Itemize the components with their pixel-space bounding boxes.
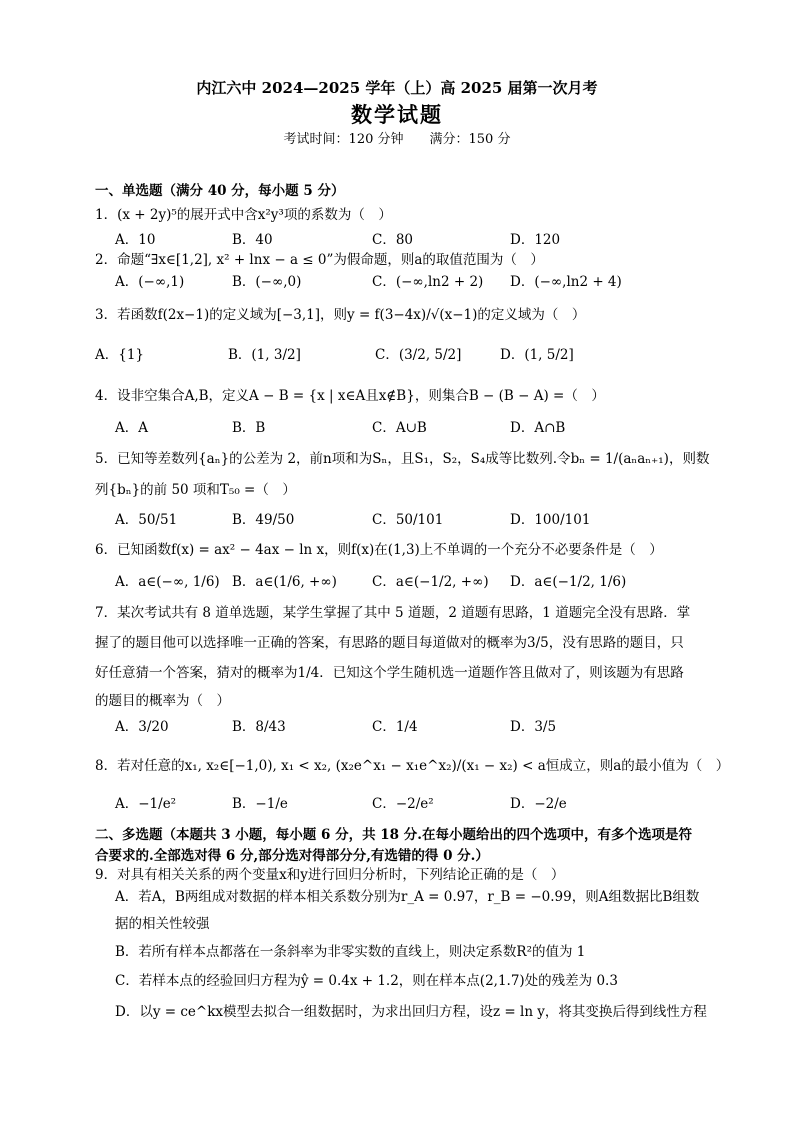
q2-option-d: D．(−∞,ln2 + 4) [510, 274, 622, 290]
q3-stem: 3．若函数f(2x−1)的定义域为[−3,1]，则y = f(3−4x)/√(x−1)的定义域为（ ） [95, 307, 586, 323]
school-exam-title: 内江六中 2024—2025 学年（上）高 2025 届第一次月考 [196, 79, 598, 97]
q5-option-a: A．50/51 [115, 512, 178, 528]
q8-option-a: A．−1/e² [115, 796, 177, 812]
q6-option-b: B．a∈(1/6, +∞) [232, 574, 337, 590]
q5-option-d: D．100/101 [510, 512, 591, 528]
q2-option-c: C．(−∞,ln2 + 2) [372, 274, 484, 290]
q1-option-b: B．40 [232, 232, 273, 248]
q9-option-a-line1: A．若A，B两组成对数据的样本相关系数分别为r_A = 0.97，r_B = −0.99，则A组数据比B组数 [115, 889, 700, 905]
q1-option-d: D．120 [510, 232, 561, 248]
q8-option-c: C．−2/e² [372, 796, 434, 812]
q7-option-c: C．1/4 [372, 719, 418, 735]
exam-info: 考试时间：120 分钟 满分：150 分 [283, 132, 511, 147]
q4-option-d: D．A∩B [510, 420, 566, 436]
q9-option-b: B．若所有样本点都落在一条斜率为非零实数的直线上，则决定系数R²的值为 1 [115, 944, 586, 960]
q1-stem: 1．(x + 2y)⁵的展开式中含x²y³项的系数为（ ） [95, 207, 392, 223]
q9-stem: 9．对具有相关关系的两个变量x和y进行回归分析时，下列结论正确的是（ ） [95, 867, 565, 883]
q3-option-d: D．(1, 5/2] [500, 347, 574, 363]
q7-line1: 7．某次考试共有 8 道单选题，某学生掌握了其中 5 道题，2 道题有思路，1 道题完全没有思路．掌 [95, 605, 691, 621]
section1-heading: 一、单选题（满分 40 分，每小题 5 分） [95, 183, 345, 199]
q6-option-d: D．a∈(−1/2, 1/6) [510, 574, 627, 590]
q4-option-a: A．A [115, 420, 148, 436]
q1-option-a: A．10 [115, 232, 156, 248]
q6-option-c: C．a∈(−1/2, +∞) [372, 574, 489, 590]
q2-stem: 2．命题“∃x∈[1,2], x² + lnx − a ≤ 0”为假命题，则a的取值范围为（ ） [95, 252, 544, 268]
q9-option-c: C．若样本点的经验回归方程为ŷ = 0.4x + 1.2，则在样本点(2,1.7)处的残差为 0.3 [115, 973, 618, 989]
q2-option-a: A．(−∞,1) [115, 274, 185, 290]
q8-option-d: D．−2/e [510, 796, 567, 812]
q7-line4: 的题目的概率为（ ） [95, 693, 230, 709]
q3-option-a: A．{1} [95, 347, 145, 363]
q5-stem-line2: 列{bₙ}的前 50 项和T₅₀ =（ ） [95, 482, 296, 498]
q8-option-b: B．−1/e [232, 796, 288, 812]
q9-option-d: D．以y = ce^kx模型去拟合一组数据时，为求出回归方程，设z = ln y，将其变换后得到线性方程 [115, 1004, 707, 1020]
q2-option-b: B．(−∞,0) [232, 274, 302, 290]
q6-stem: 6．已知函数f(x) = ax² − 4ax − ln x，则f(x)在(1,3)上不单调的一个充分不必要条件是（ ） [95, 542, 663, 558]
q7-option-a: A．3/20 [115, 719, 169, 735]
section2-heading-line1: 二、多选题（本题共 3 小题，每小题 6 分，共 18 分.在每小题给出的四个选项中，有多个选项是符 [95, 827, 692, 843]
q7-option-d: D．3/5 [510, 719, 557, 735]
q5-option-b: B．49/50 [232, 512, 295, 528]
q3-option-b: B．(1, 3/2] [228, 347, 301, 363]
q4-option-b: B．B [232, 420, 266, 436]
q7-line3: 好任意猜一个答案，猜对的概率为1/4．已知这个学生随机选一道题作答且做对了，则该题为有思路 [95, 665, 684, 681]
q4-option-c: C．A∪B [372, 420, 427, 436]
q1-option-c: C．80 [372, 232, 414, 248]
q5-stem-line1: 5．已知等差数列{aₙ}的公差为 2，前n项和为Sₙ，且S₁，S₂，S₄成等比数列.令bₙ = 1/(aₙaₙ₊₁)，则数 [95, 451, 710, 467]
q3-option-c: C．(3/2, 5/2] [375, 347, 462, 363]
q6-option-a: A．a∈(−∞, 1/6) [115, 574, 220, 590]
section2-heading-line2: 合要求的.全部选对得 6 分,部分选对得部分分,有选错的得 0 分.） [95, 848, 489, 864]
q7-option-b: B．8/43 [232, 719, 286, 735]
q9-option-a-line2: 据的相关性较强 [115, 916, 210, 932]
subject-title: 数学试题 [351, 102, 443, 127]
q5-option-c: C．50/101 [372, 512, 444, 528]
q7-line2: 握了的题目他可以选择唯一正确的答案，有思路的题目每道做对的概率为3/5，没有思路的题目，只 [95, 635, 684, 651]
q4-stem: 4．设非空集合A,B，定义A − B = {x | x∈A且x∉B}，则集合B − (B − A) =（ ） [95, 388, 605, 404]
q8-stem: 8．若对任意的x₁, x₂∈[−1,0), x₁ < x₂, (x₂e^x₁ − x₁e^x₂)/(x₁ − x₂) < a恒成立，则a的最小值为（ ） [95, 758, 730, 774]
